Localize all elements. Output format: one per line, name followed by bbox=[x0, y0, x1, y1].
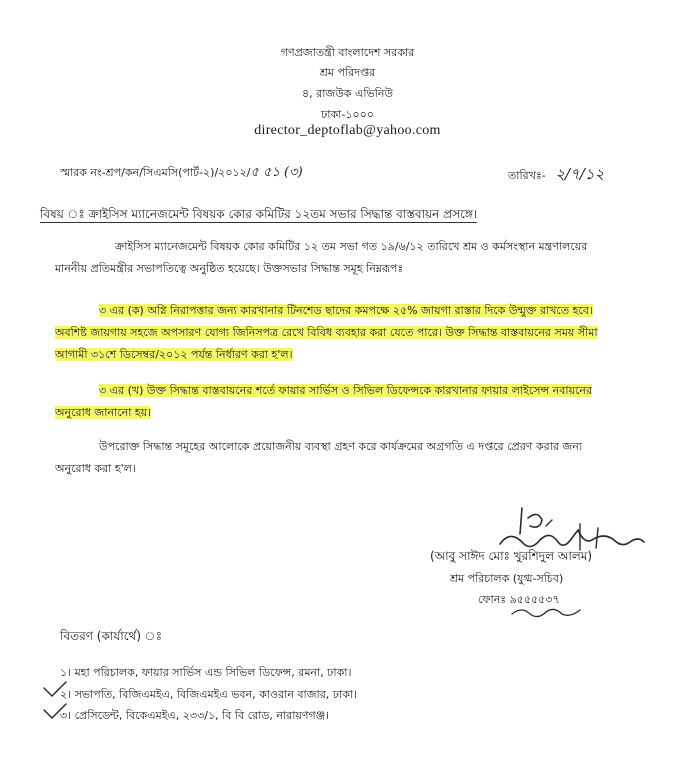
signatory-name: (আবু সাঈদ মোঃ খুরশিদুল আলম) bbox=[430, 549, 593, 563]
date-label: তারিখঃ- bbox=[508, 169, 546, 182]
city-line: ঢাকা-১০০০ bbox=[321, 108, 374, 121]
paragraph-line: মাননীয় প্রতিমন্ত্রীর সভাপতিত্বে অনুষ্ঠিত হয়েছে। উক্তসভার সিদ্ধান্ত সমূহ নিম্নরূপঃ bbox=[55, 262, 404, 275]
govt-title: গণপ্রজাতন্ত্রী বাংলাদেশ সরকার bbox=[280, 46, 415, 59]
paragraph-line: ক্রাইসিস ম্যানেজমেন্ট বিষয়ক কোর কমিটির ১২ তম সভা গত ১৯/৬/১২ তারিখে শ্রম ও কর্মসংস্থান মন্ত্রণালয়ের bbox=[115, 240, 588, 253]
initials-scribble bbox=[510, 604, 590, 620]
highlighted-text: ৩ এর (ক) অগ্নি নিরাপত্তার জন্য কারখানার টিনশেড ছাদের কমপক্ষে ২৫% জায়গা রাস্তার দিকে উন্মুক্ত রাখতে হবে। bbox=[99, 304, 593, 317]
decision-2-paragraph bbox=[55, 380, 655, 424]
email-address: director_deptoflab@yahoo.com bbox=[254, 123, 441, 138]
memo-reference-handwritten: ৫ ৫১ (৩) bbox=[250, 165, 303, 180]
signatory-phone: ফোনঃ ৯৫৫৫৫৩৭ bbox=[478, 593, 560, 606]
highlighted-text: আগামী ৩১শে ডিসেম্বর/২০১২ পর্যন্ত নির্ধারণ করা হ'ল। bbox=[55, 348, 293, 361]
paragraph-line: উপরোক্ত সিদ্ধান্ত সমূহের আলোকে প্রয়োজনীয় ব্যবস্থা গ্রহণ করে কার্যক্রমের অগ্রগতি এ দপ্তরে প্রেরণ করার জন্য bbox=[99, 440, 583, 453]
highlighted-text: অবশিষ্ট জায়গায় সহজে অপসারণ যোগ্য জিনিসপত্র রেখে বিবিধ ব্যবহার করা যেতে পারে। উক্ত সিদ্ধান্ত বাস্তবায়নের সময় সীমা bbox=[55, 326, 598, 339]
department-name: শ্রম পরিদপ্তর bbox=[319, 66, 376, 79]
decision-1-paragraph bbox=[55, 300, 655, 366]
tick-mark-icon bbox=[40, 702, 70, 722]
distribution-item-1: ১। মহা পরিচালক, ফায়ার সার্ভিস এন্ড সিভিল ডিফেন্স, রমনা, ঢাকা। bbox=[60, 666, 352, 679]
signatory-title: শ্রম পরিচালক (যুগ্ম-সচিব) bbox=[450, 572, 564, 585]
subject-line: বিষয় ঃ ক্রাইসিস ম্যানেজমেন্ট বিষয়ক কোর কমিটির ১২তম সভার সিদ্ধান্ত বাস্তবায়ন প্রসঙ্গে। bbox=[40, 207, 478, 221]
memo-date bbox=[508, 163, 604, 188]
closing-paragraph bbox=[55, 436, 655, 480]
highlighted-text: অনুরোধ জানানো হয়। bbox=[55, 406, 152, 419]
memo-reference-printed: স্মারক নং-শ্রপ/কন/সিএমসি(পার্ট-২)/২০১২/ bbox=[60, 166, 251, 179]
memo-reference bbox=[60, 163, 303, 184]
tick-mark-icon bbox=[40, 680, 70, 700]
distribution-item-3: ৩। প্রেসিডেন্ট, বিকেএমইএ, ২৩৩/১, বি বি রোড, নারায়ণগঞ্জ। bbox=[60, 709, 330, 722]
date-handwritten: ২/৭/১২ bbox=[555, 165, 605, 183]
highlighted-text: ৩ এর (খ) উক্ত সিদ্ধান্ত বাস্তবায়নের শর্তে ফায়ার সার্ভিস ও সিভিল ডিফেন্সকে কারখানার ফায়ার লাইসেন্স নবায়নের bbox=[99, 384, 593, 397]
intro-paragraph bbox=[55, 236, 655, 280]
distribution-heading: বিতরণ (কার্যার্থে) ঃ bbox=[60, 629, 162, 643]
paragraph-line: অনুরোধ করা হ'ল। bbox=[55, 462, 136, 475]
address-line: ৪, রাজউক এভিনিউ bbox=[302, 87, 393, 100]
distribution-item-2: ২। সভাপতি, বিজিএমইএ, বিজিএমইএ ভবন, কাওরান বাজার, ঢাকা। bbox=[60, 688, 358, 701]
